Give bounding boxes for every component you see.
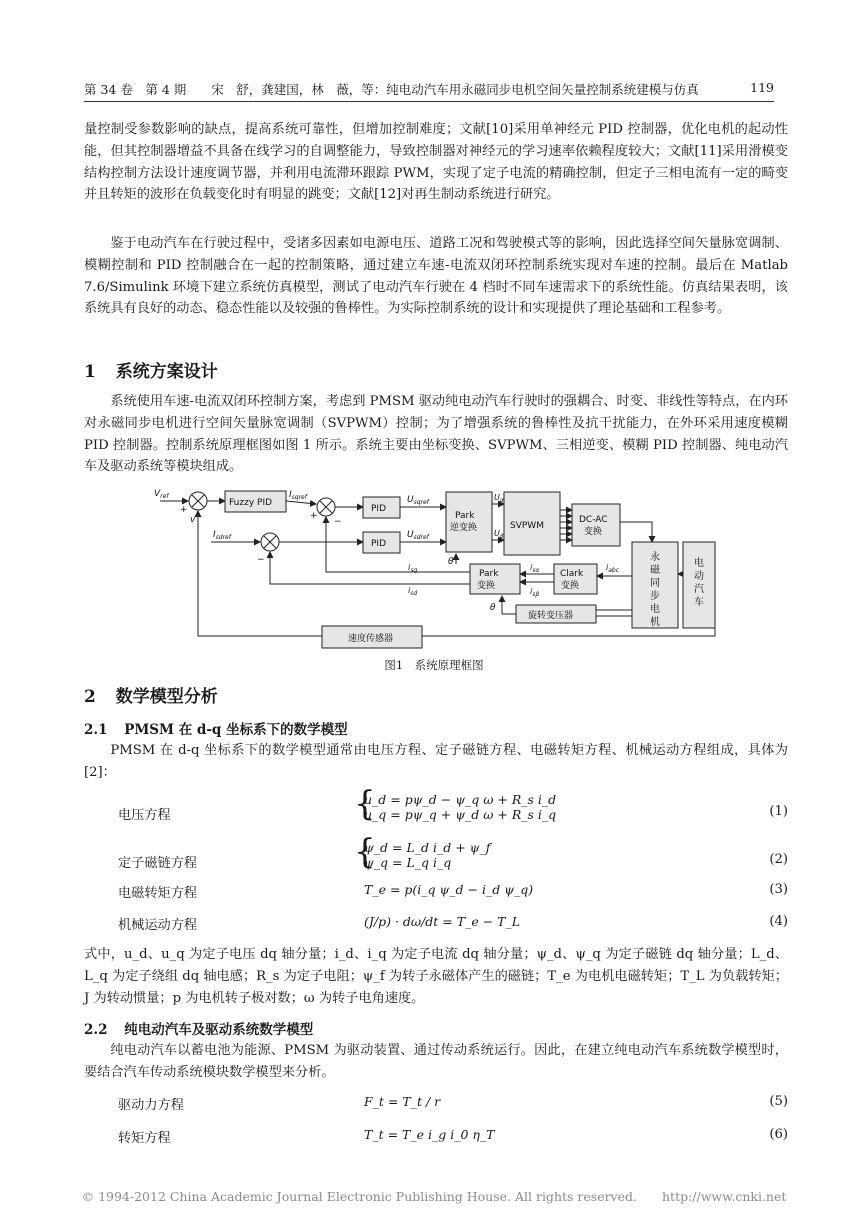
equation-row-5 (84, 1094, 788, 1122)
equation-body: T_t = T_e i_g i_0 η_T (364, 1127, 495, 1142)
equation-body: T_e = p(i_q ψ_d − i_d ψ_q) (364, 882, 534, 897)
subsection-2-1-heading (84, 718, 348, 738)
svpwm-label: SVPWM (510, 521, 544, 531)
idref-label: $I_{sdref}$ (213, 530, 231, 541)
equation-name: 电磁转矩方程 (118, 886, 198, 901)
vref-label: $V_{ref}$ (154, 489, 169, 500)
header-text: 第 34 卷 第 4 期 宋 舒，龚建国，林 薇，等：纯电动汽车用永磁同步电机空间矢量控制系统建模与仿真 (84, 82, 699, 97)
pmsm-label-char: 电 (650, 604, 660, 615)
pid-q-label: PID (371, 504, 387, 514)
park-inverse-label-2: 逆变换 (450, 523, 478, 533)
paragraph-2: 鉴于电动汽车在行驶过程中，受诸多因素如电源电压、道路工况和驾驶模式等的影响，因此选择空间矢量脉宽调制、模糊控制和 PID 控制融合在一起的控制策略，通过建立车速-电流双闭环控制系统实现对车速的控制。最后在 Matlab 7.6/Simulink 环境下建立系统仿真模型，测试了电动汽车行驶在 4 档时不同车速需求下的系统性能。仿真结果表明，该系统具有良好的动态、稳态性能以及较强的鲁棒性。为实际控制系统的设计和实现提供了理论基础和工程参考。 (84, 236, 788, 317)
equation-name: 驱动力方程 (118, 1098, 184, 1113)
subsection-number: 2.2 (84, 1022, 108, 1038)
dcac-block (572, 504, 620, 546)
dcac-label-1: DC-AC (579, 515, 608, 525)
pmsm-label-char: 步 (650, 591, 660, 602)
ualpha-label: $U_\alpha$ (494, 493, 504, 504)
v-label: v (190, 515, 196, 525)
subsection-number: 2.1 (84, 722, 108, 738)
resolver-label: 旋转变压器 (528, 611, 574, 621)
section-title: 数学模型分析 (115, 687, 218, 707)
equation-number: (5) (769, 1094, 788, 1109)
equation-name: 电压方程 (118, 808, 171, 823)
equation-body: F_t = T_t / r (364, 1094, 441, 1109)
clark-label-2: 变换 (561, 581, 580, 591)
brace-glyph: { (354, 832, 376, 872)
equation-number: (4) (769, 914, 788, 929)
isbeta-label: $i_{s\beta}$ (530, 587, 540, 598)
ev-label-char: 动 (694, 571, 704, 582)
running-header (84, 80, 774, 98)
section-2-heading (84, 682, 218, 707)
paragraph-4: PMSM 在 d-q 坐标系下的数学模型通常由电压方程、定子磁链方程、电磁转矩方程、机械运动方程组成，具体为[2]： (84, 743, 788, 780)
equation-line: ψ_d = L_d i_d + ψ_f (364, 840, 491, 855)
ev-label-char: 车 (694, 597, 704, 608)
theta-label-1: θ (448, 557, 454, 567)
brace-glyph: { (354, 784, 376, 824)
ev-label-char: 汽 (694, 584, 704, 595)
equation-number: (2) (769, 852, 788, 867)
system-block-diagram (150, 484, 730, 658)
fuzzy-pid-label: Fuzzy PID (229, 498, 273, 508)
equation-row-4 (84, 914, 788, 942)
equation-row-2 (84, 832, 788, 884)
park-label-2: 变换 (477, 581, 496, 591)
subsection-2-2-heading (84, 1018, 313, 1038)
figure-caption: 图1 系统原理框图 (384, 658, 484, 672)
theta-label-2: θ (490, 603, 496, 613)
equation-number: (6) (769, 1127, 788, 1142)
pmsm-label-char: 永 (650, 552, 660, 563)
park-label-1: Park (479, 569, 499, 579)
header-rule (84, 101, 774, 102)
pmsm-label-char: 磁 (650, 565, 660, 576)
park-inverse-label-1: Park (455, 511, 475, 521)
paragraph-3: 系统使用车速-电流双闭环控制方案，考虑到 PMSM 驱动纯电动汽车行驶时的强耦合、时变、非线性等特点，在内环对永磁同步电机进行空间矢量脉宽调制（SVPWM）控制；为了增强系统的鲁棒性及抗干扰能力，在外环采用速度模糊 PID 控制器。控制系统原理框图如图 1 所示。系统主要由坐标变换、SVPWM、三相逆变、模糊 PID 控制器、纯电动汽车及驱动系统等模块组成。 (84, 394, 788, 475)
block-diagram-svg (150, 484, 730, 654)
copyright-footer: © 1994-2012 China Academic Journal Electronic Publishing House. All rights reserved. http://www.cnki.net (81, 1189, 787, 1204)
equation-name: 机械运动方程 (118, 918, 198, 933)
ubeta-label: $U_\beta$ (494, 529, 504, 540)
isq-label: $i_{sq}$ (408, 563, 418, 574)
section-title: 系统方案设计 (115, 362, 218, 382)
paragraph-1: 量控制受参数影响的缺点，提高系统可靠性，但增加控制难度；文献[10]采用单神经元 PID 控制器，优化电机的起动性能，但其控制器增益不具备在线学习的自调整能力，导致控制器对神经元的学习速率依赖程度较大；文献[11]采用滑模变结构控制方法设计速度调节器，并利用电流滞环跟踪 PWM，实现了定子电流的精确控制，但定子三相电流有一定的畸变并且转矩的波形在负载变化时有明显的跳变；文献[12]对再生制动系统进行研究。 (84, 122, 788, 203)
page-number: 119 (750, 80, 774, 95)
subsection-title: 纯电动汽车及驱动系统数学模型 (124, 1022, 314, 1038)
equation-body (354, 832, 491, 872)
equation-number: (1) (769, 804, 788, 819)
uqref-label: $U_{sqref}$ (407, 495, 429, 506)
equation-row-6 (84, 1127, 788, 1155)
equation-line: ψ_q = L_q i_q (364, 855, 452, 870)
iqref-label: $I_{sqref}$ (289, 490, 307, 501)
section-number: 1 (84, 362, 96, 382)
equation-row-3 (84, 882, 788, 910)
ev-label-char: 电 (694, 558, 704, 569)
speed-sensor-label: 速度传感器 (348, 634, 394, 644)
plus-sign-1: + (180, 505, 188, 515)
minus-sign-1: − (334, 517, 342, 527)
minus-sign-2: − (257, 555, 265, 565)
equation-line: u_q = pψ_q + ψ_d ω + R_s i_q (364, 807, 557, 822)
section-number: 2 (84, 687, 96, 707)
paragraph-6: 纯电动汽车以蓄电池为能源、PMSM 为驱动装置、通过传动系统运行。因此，在建立纯电动汽车系统数学模型时，要结合汽车传动系统模块数学模型来分析。 (84, 1043, 788, 1080)
equation-body: (J/p) · dω/dt = T_e − T_L (364, 914, 521, 929)
subsection-title: PMSM 在 d-q 坐标系下的数学模型 (124, 722, 348, 738)
equation-number: (3) (769, 882, 788, 897)
equation-name: 转矩方程 (118, 1131, 171, 1146)
isalpha-label: $i_{s\alpha}$ (530, 563, 540, 574)
pmsm-label-char: 机 (650, 617, 660, 628)
equation-body (354, 784, 557, 824)
isd-label: $i_{sd}$ (408, 586, 418, 597)
dcac-label-2: 变换 (584, 527, 603, 537)
clark-label-1: Clark (560, 569, 584, 579)
udref-label: $U_{sdref}$ (407, 530, 429, 541)
pid-d-label: PID (371, 539, 387, 549)
park-inverse-block (446, 492, 492, 552)
equation-row-1 (84, 784, 788, 840)
paragraph-5: 式中，u_d、u_q 为定子电压 dq 轴分量；i_d、i_q 为定子电流 dq 轴分量；ψ_d、ψ_q 为定子磁链 dq 轴分量；L_d、L_q 为定子绕组 dq 轴电感；R_s 为定子电阻；ψ_f 为转子永磁体产生的磁链；T_e 为电机电磁转矩；T_L 为负载转矩；J 为转动惯量；p 为电机转子极对数；ω 为转子电角速度。 (84, 947, 788, 1006)
plus-sign-2: + (310, 511, 318, 521)
equation-name: 定子磁链方程 (118, 856, 198, 871)
pmsm-label-char: 同 (650, 578, 660, 589)
iabc-label: $i_{abc}$ (606, 563, 620, 574)
section-1-heading (84, 357, 218, 382)
equation-line: u_d = pψ_d − ψ_q ω + R_s i_d (364, 792, 557, 807)
